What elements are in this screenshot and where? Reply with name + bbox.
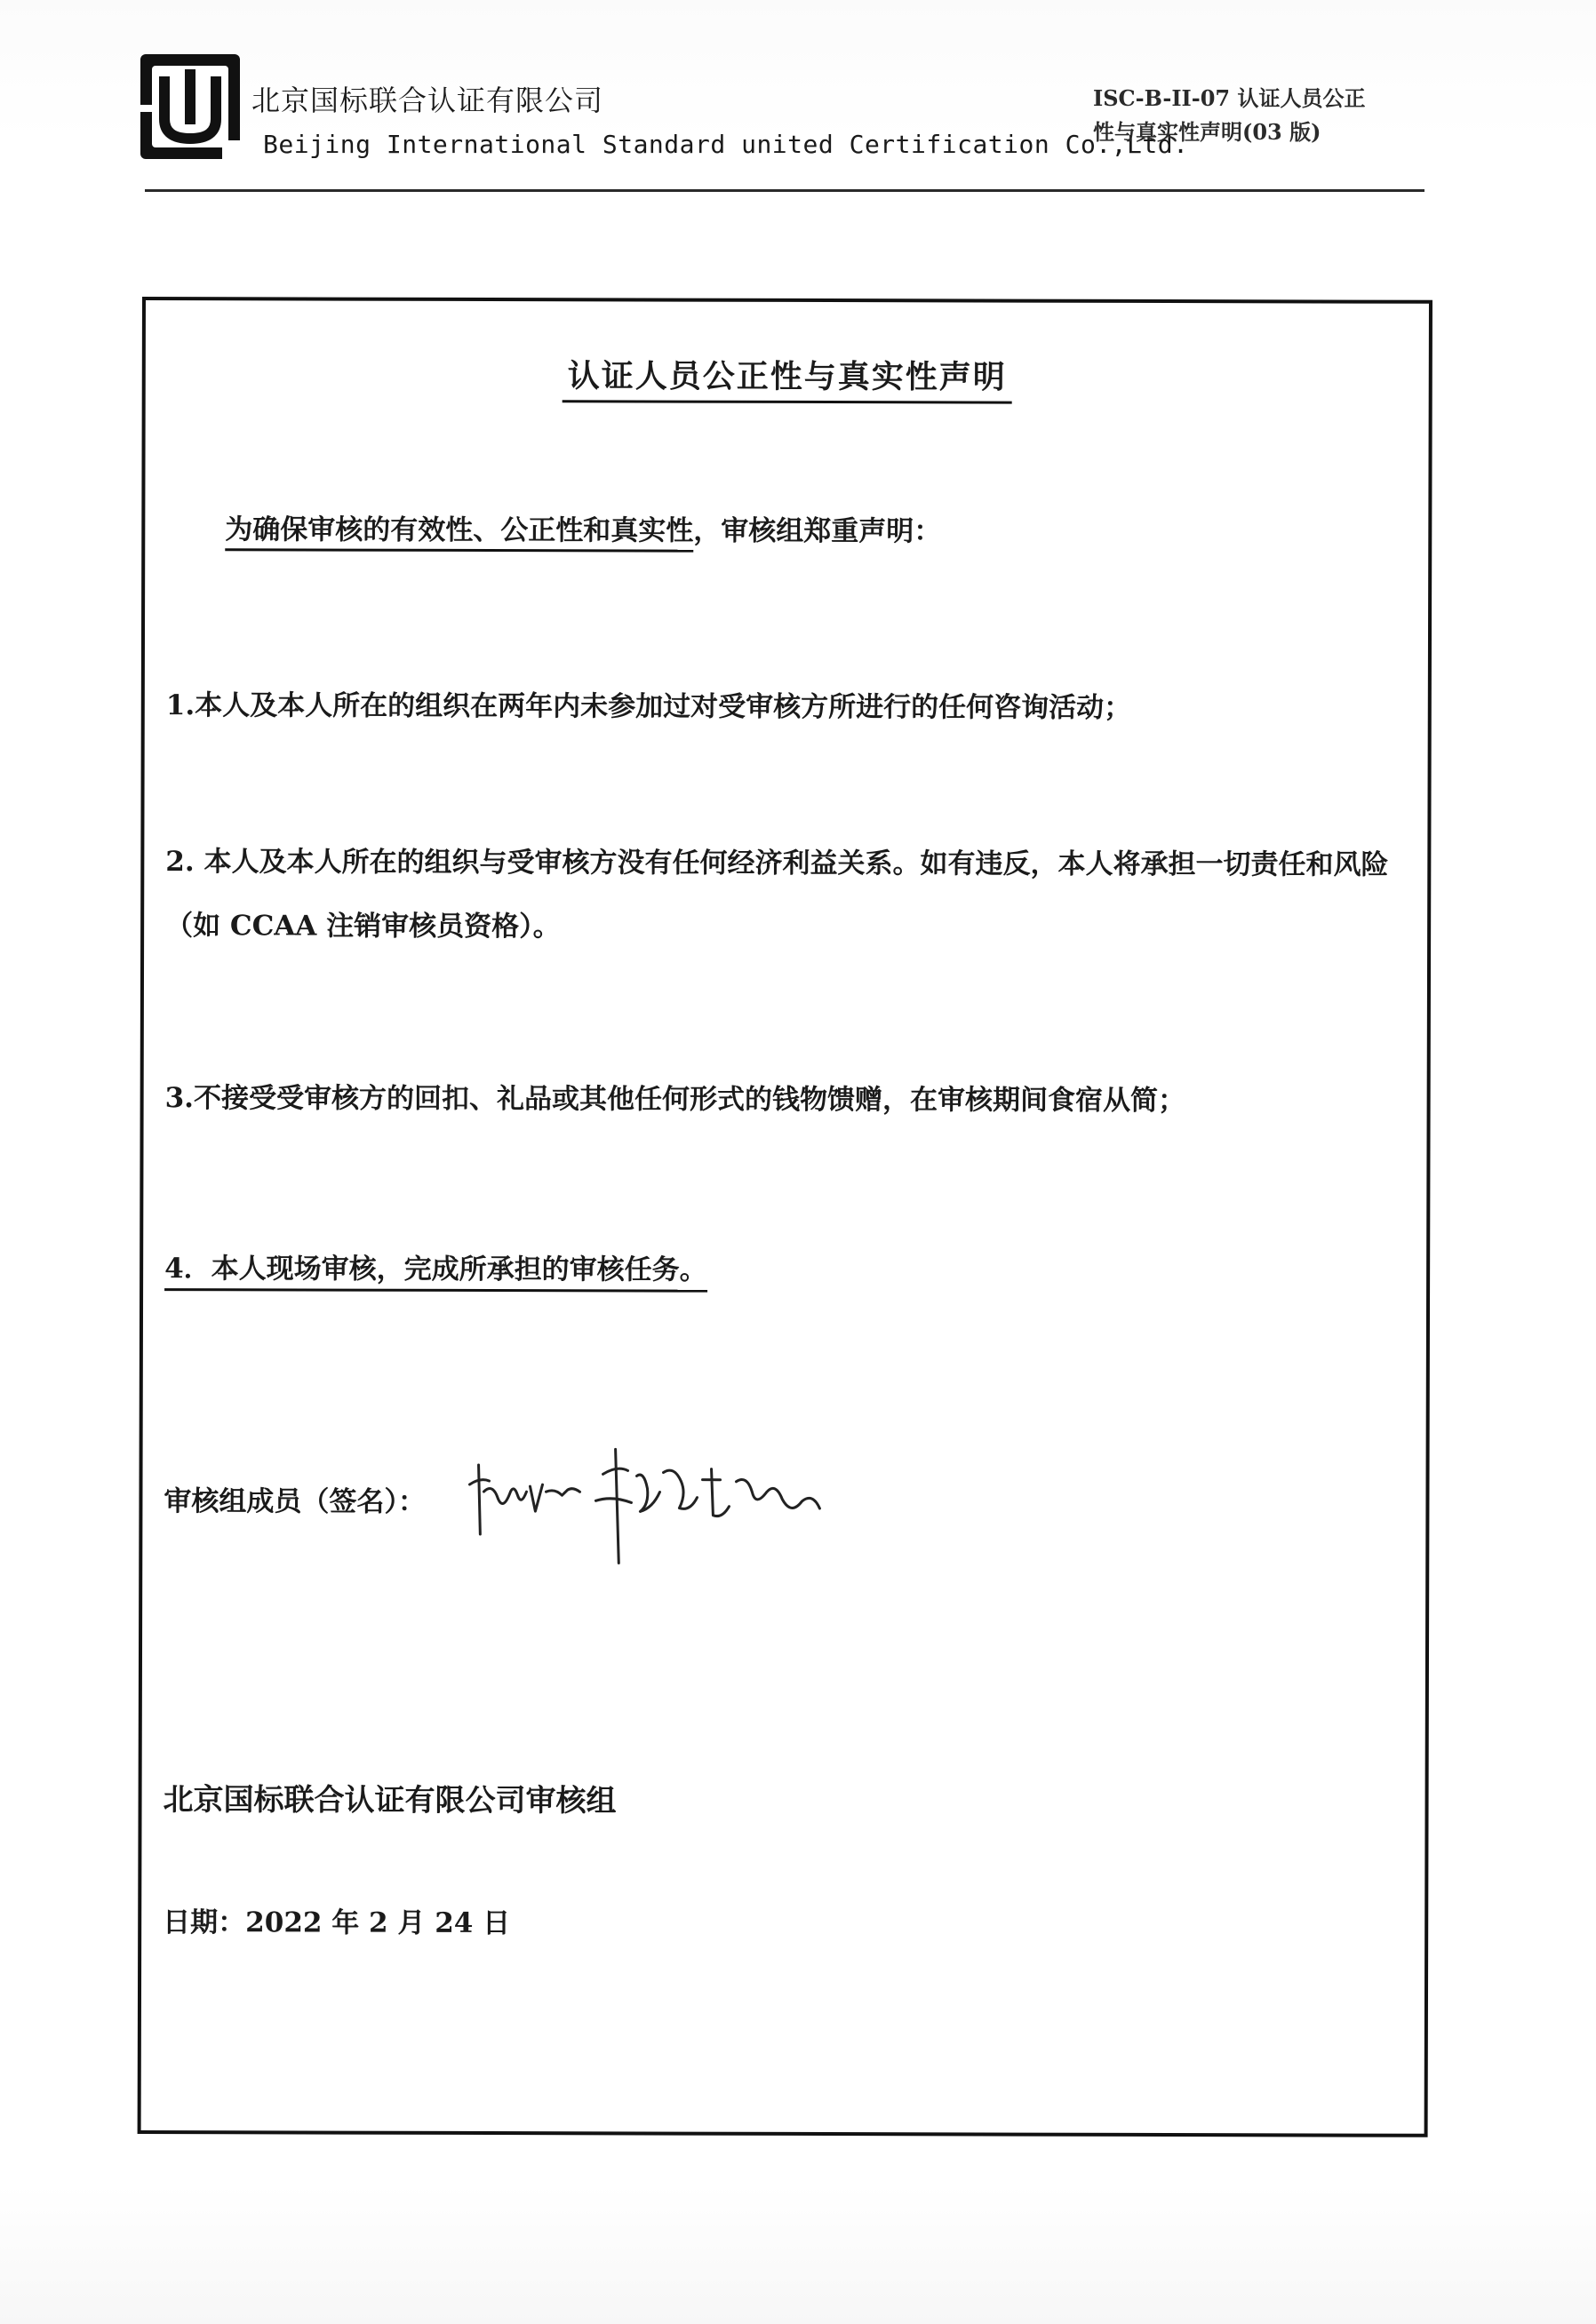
declaration-form [138, 297, 1432, 2137]
document-code-line-2: 性与真实性声明(03 版) [1093, 119, 1321, 145]
clause-4-text: 4．本人现场审核，完成所承担的审核任务。 [164, 1253, 707, 1293]
header-divider [145, 189, 1424, 192]
isc-logo-icon [138, 52, 243, 162]
document-code-line-1: ISC-B-II-07 认证人员公正 [1093, 85, 1366, 111]
letterhead [0, 0, 1596, 204]
document-code [1093, 82, 1395, 149]
form-title [146, 350, 1429, 405]
intro-paragraph [225, 506, 941, 548]
company-logo [138, 52, 243, 162]
intro-rest-text: ，审核组郑重声明： [693, 514, 942, 548]
declaration-date: 日期：2022 年 2 月 24 日 [163, 1906, 511, 1940]
clause-1: 1.本人及本人所在的组织在两年内未参加过对受审核方所进行的任何咨询活动； [165, 689, 1132, 724]
signature-label: 审核组成员（签名）： [164, 1485, 426, 1518]
signature-strokes [462, 1429, 853, 1590]
company-name-english: Beijing International Standard united Certification Co.,Ltd. [263, 130, 1189, 159]
form-title-text: 认证人员公正性与真实性声明 [563, 351, 1012, 403]
handwritten-signatures [462, 1429, 853, 1590]
company-name-chinese: 北京国标联合认证有限公司 [251, 84, 604, 117]
clause-2: 2. 本人及本人所在的组织与受审核方没有任何经济利益关系。如有违反，本人将承担一切责任和风险（如 CCAA 注销审核员资格）。 [165, 846, 1389, 943]
audit-team-signature: 北京国标联合认证有限公司审核组 [163, 1782, 617, 1819]
intro-underlined-text: 为确保审核的有效性、公正性和真实性 [225, 513, 693, 552]
clause-3: 3.不接受受审核方的回扣、礼品或其他任何形式的钱物馈赠，在审核期间食宿从简； [164, 1082, 1186, 1118]
clause-4 [164, 1246, 707, 1287]
